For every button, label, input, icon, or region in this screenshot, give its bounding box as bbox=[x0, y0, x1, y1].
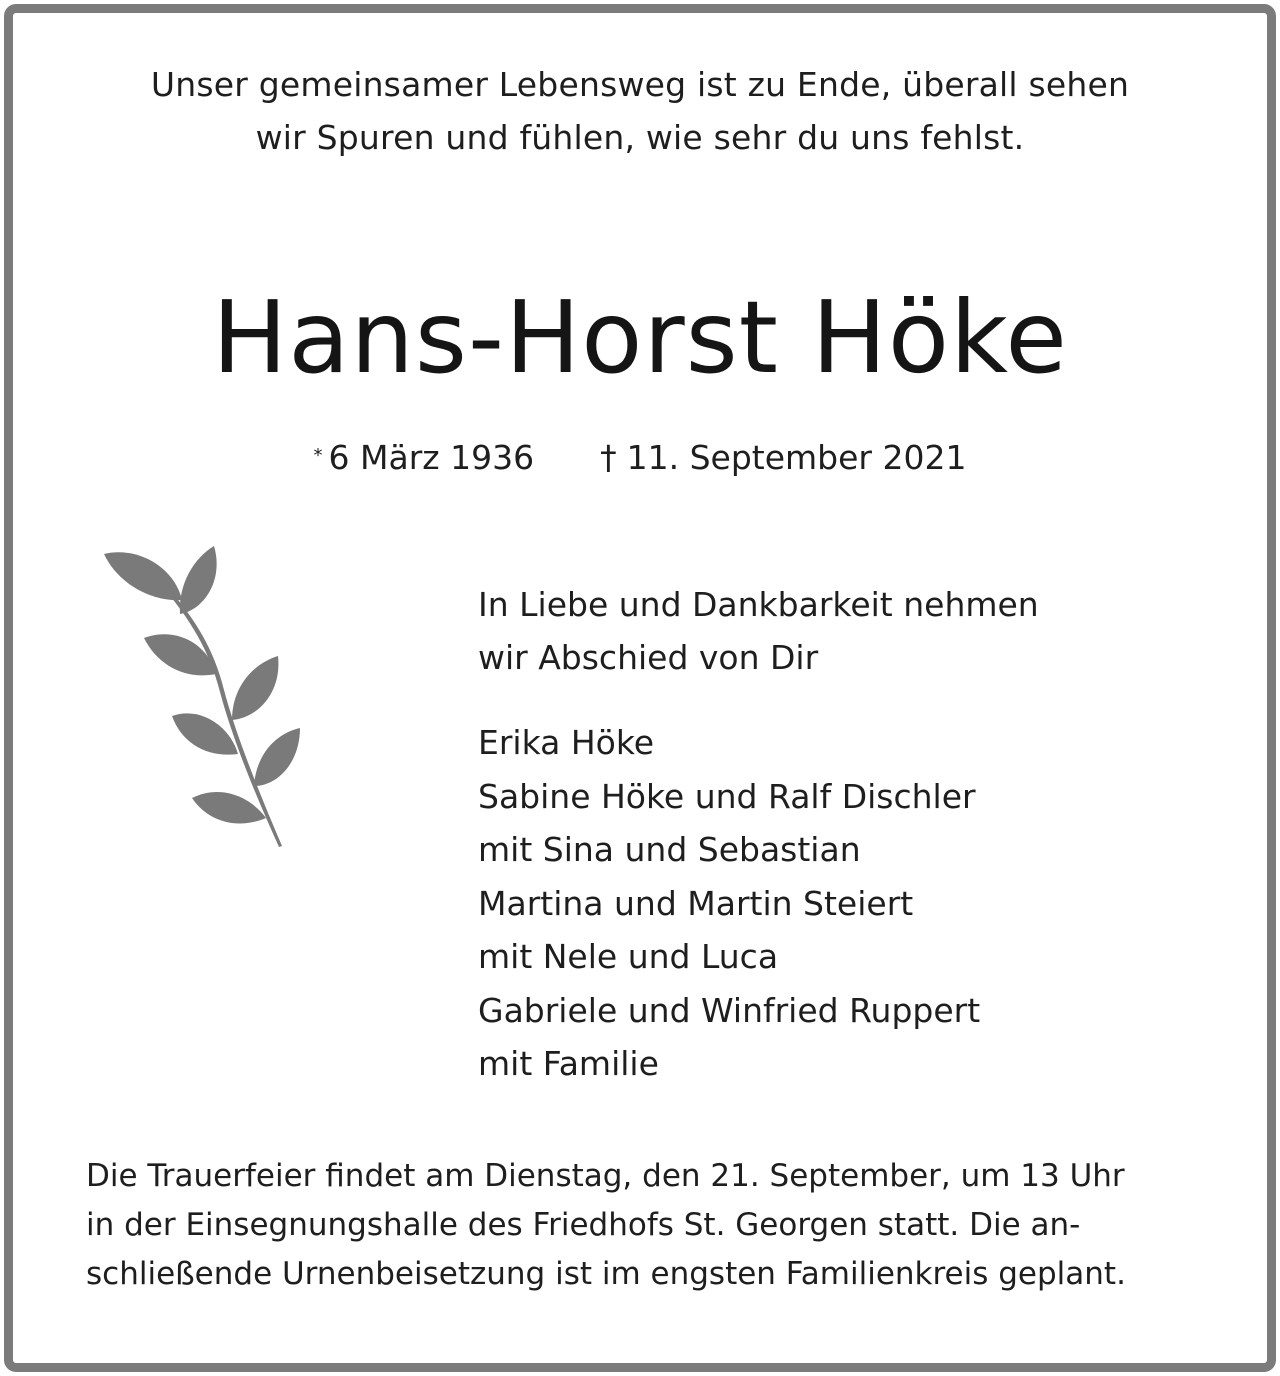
motto-line: Unser gemeinsamer Lebensweg ist zu Ende, überall sehen bbox=[150, 65, 1130, 104]
mourner-line: Martina und Martin Steiert bbox=[478, 883, 914, 923]
death-cross-icon: † bbox=[600, 438, 617, 477]
deceased-name: Hans-Horst Höke bbox=[212, 279, 1068, 396]
motto bbox=[0, 58, 1280, 164]
service-line: schließende Urnenbeisetzung ist im engsten Familienkreis geplant. bbox=[86, 1256, 1126, 1292]
farewell-text bbox=[478, 578, 1039, 684]
mourner-line: mit Familie bbox=[478, 1044, 659, 1083]
life-dates bbox=[0, 436, 1280, 480]
mourner-line: Sabine Höke und Ralf Dischler bbox=[478, 776, 976, 816]
service-line: in der Einsegnungshalle des Friedhofs St. Georgen statt. Die an- bbox=[86, 1207, 1081, 1243]
birth-date-group bbox=[314, 438, 535, 477]
leaf-branch-icon bbox=[96, 540, 306, 850]
mourner-line: mit Nele und Luca bbox=[478, 937, 779, 976]
service-line: Die Trauerfeier findet am Dienstag, den 21. September, um 13 Uhr bbox=[86, 1158, 1125, 1194]
motto-line: wir Spuren und fühlen, wie sehr du uns fehlst. bbox=[255, 118, 1025, 157]
birth-star-icon: * bbox=[313, 445, 323, 466]
birth-date: 6 März 1936 bbox=[328, 438, 535, 477]
farewell-line: In Liebe und Dankbarkeit nehmen bbox=[478, 585, 1039, 624]
mourners-list bbox=[478, 716, 980, 1091]
service-announcement bbox=[86, 1152, 1126, 1299]
farewell-line: wir Abschied von Dir bbox=[478, 638, 819, 677]
death-date: 11. September 2021 bbox=[626, 438, 967, 477]
mourner-line: Gabriele und Winfried Ruppert bbox=[478, 990, 981, 1030]
mourner-line: Erika Höke bbox=[478, 723, 655, 762]
mourner-line: mit Sina und Sebastian bbox=[478, 830, 861, 869]
